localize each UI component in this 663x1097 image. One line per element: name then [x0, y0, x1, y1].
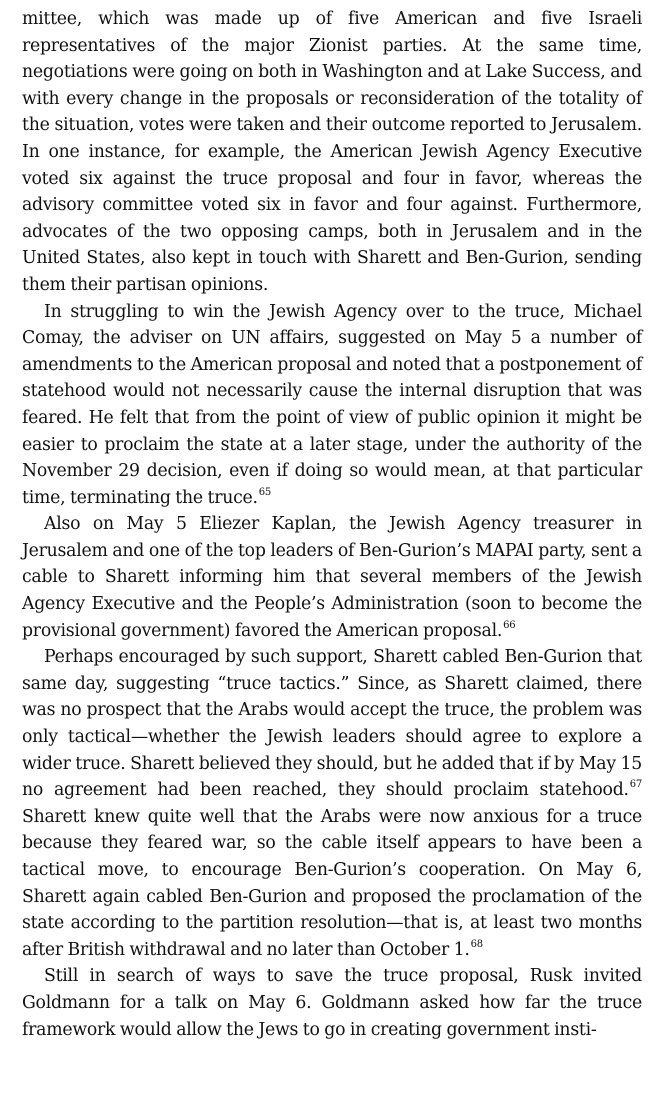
- paragraph-3: [22, 511, 642, 644]
- footnote-marker-67[interactable]: 67: [629, 779, 642, 791]
- paragraph-1: [22, 6, 642, 299]
- footnote-marker-68[interactable]: 68: [470, 939, 483, 951]
- paragraph-5: [22, 963, 642, 1043]
- book-page: [22, 6, 642, 1043]
- paragraph-4: [22, 644, 642, 963]
- footnote-marker-66[interactable]: 66: [503, 619, 516, 631]
- paragraph-4-text-a: Perhaps encouraged by such support, Sharett cabled Ben-Gurion that same day, suggesting “truce tactics.” Since, as Sharett claimed, there was no prospect that the Arabs would accept the truce, the problem was only tactical—whether the Jewish leaders should agree to explore a wider truce. Sharett believed they should, but he added that if by May 15 no agreement had been reached, they should proclaim statehood.: [22, 647, 642, 801]
- paragraph-2-text: In struggling to win the Jewish Agency over to the truce, Michael Comay, the adviser on UN affairs, suggested on May 5 a number of amendments to the American proposal and noted that a postponement of statehood would not necessarily cause the internal disruption that was feared. He felt that from the point of view of public opinion it might be easier to proclaim the state at a later stage, under the authority of the November 29 decision, even if doing so would mean, at that particular time, terminating the truce.: [22, 301, 642, 508]
- paragraph-2: [22, 299, 642, 512]
- paragraph-4-text-b: Sharett knew quite well that the Arabs were now anxious for a truce because they feared war, so the cable itself appears to have been a tactical move, to encourage Ben-Gurion’s cooperation. On May 6, Sharett again cabled Ben-Gurion and proposed the proclamation of the state according to the partition resolution—that is, at least two months after British withdrawal and no later than October 1.: [22, 806, 642, 960]
- paragraph-1-text: mittee, which was made up of five American and five Israeli representatives of the major Zionist parties. At the same time, negotiations were going on both in Washington and at Lake Success, and with every change in the proposals or reconsideration of the totality of the situation, votes were taken and their outcome reported to Jerusalem. In one instance, for example, the American Jewish Agency Executive voted six against the truce proposal and four in favor, whereas the advisory committee voted six in favor and four against. Furthermore, advocates of the two opposing camps, both in Jerusalem and in the United States, also kept in touch with Sharett and Ben-Gurion, sending them their partisan opinions.: [22, 9, 642, 295]
- footnote-marker-65[interactable]: 65: [258, 486, 271, 498]
- paragraph-3-text: Also on May 5 Eliezer Kaplan, the Jewish Agency treasurer in Jerusalem and one of the top leaders of Ben-Gurion’s MAPAI party, sent a cable to Sharett informing him that several members of the Jewish Agency Executive and the People’s Administration (soon to become the provisional government) favored the American proposal.: [22, 514, 642, 641]
- paragraph-5-text: Still in search of ways to save the truce proposal, Rusk invited Goldmann for a talk on May 6. Goldmann asked how far the truce framework would allow the Jews to go in creating government insti-: [22, 966, 642, 1040]
